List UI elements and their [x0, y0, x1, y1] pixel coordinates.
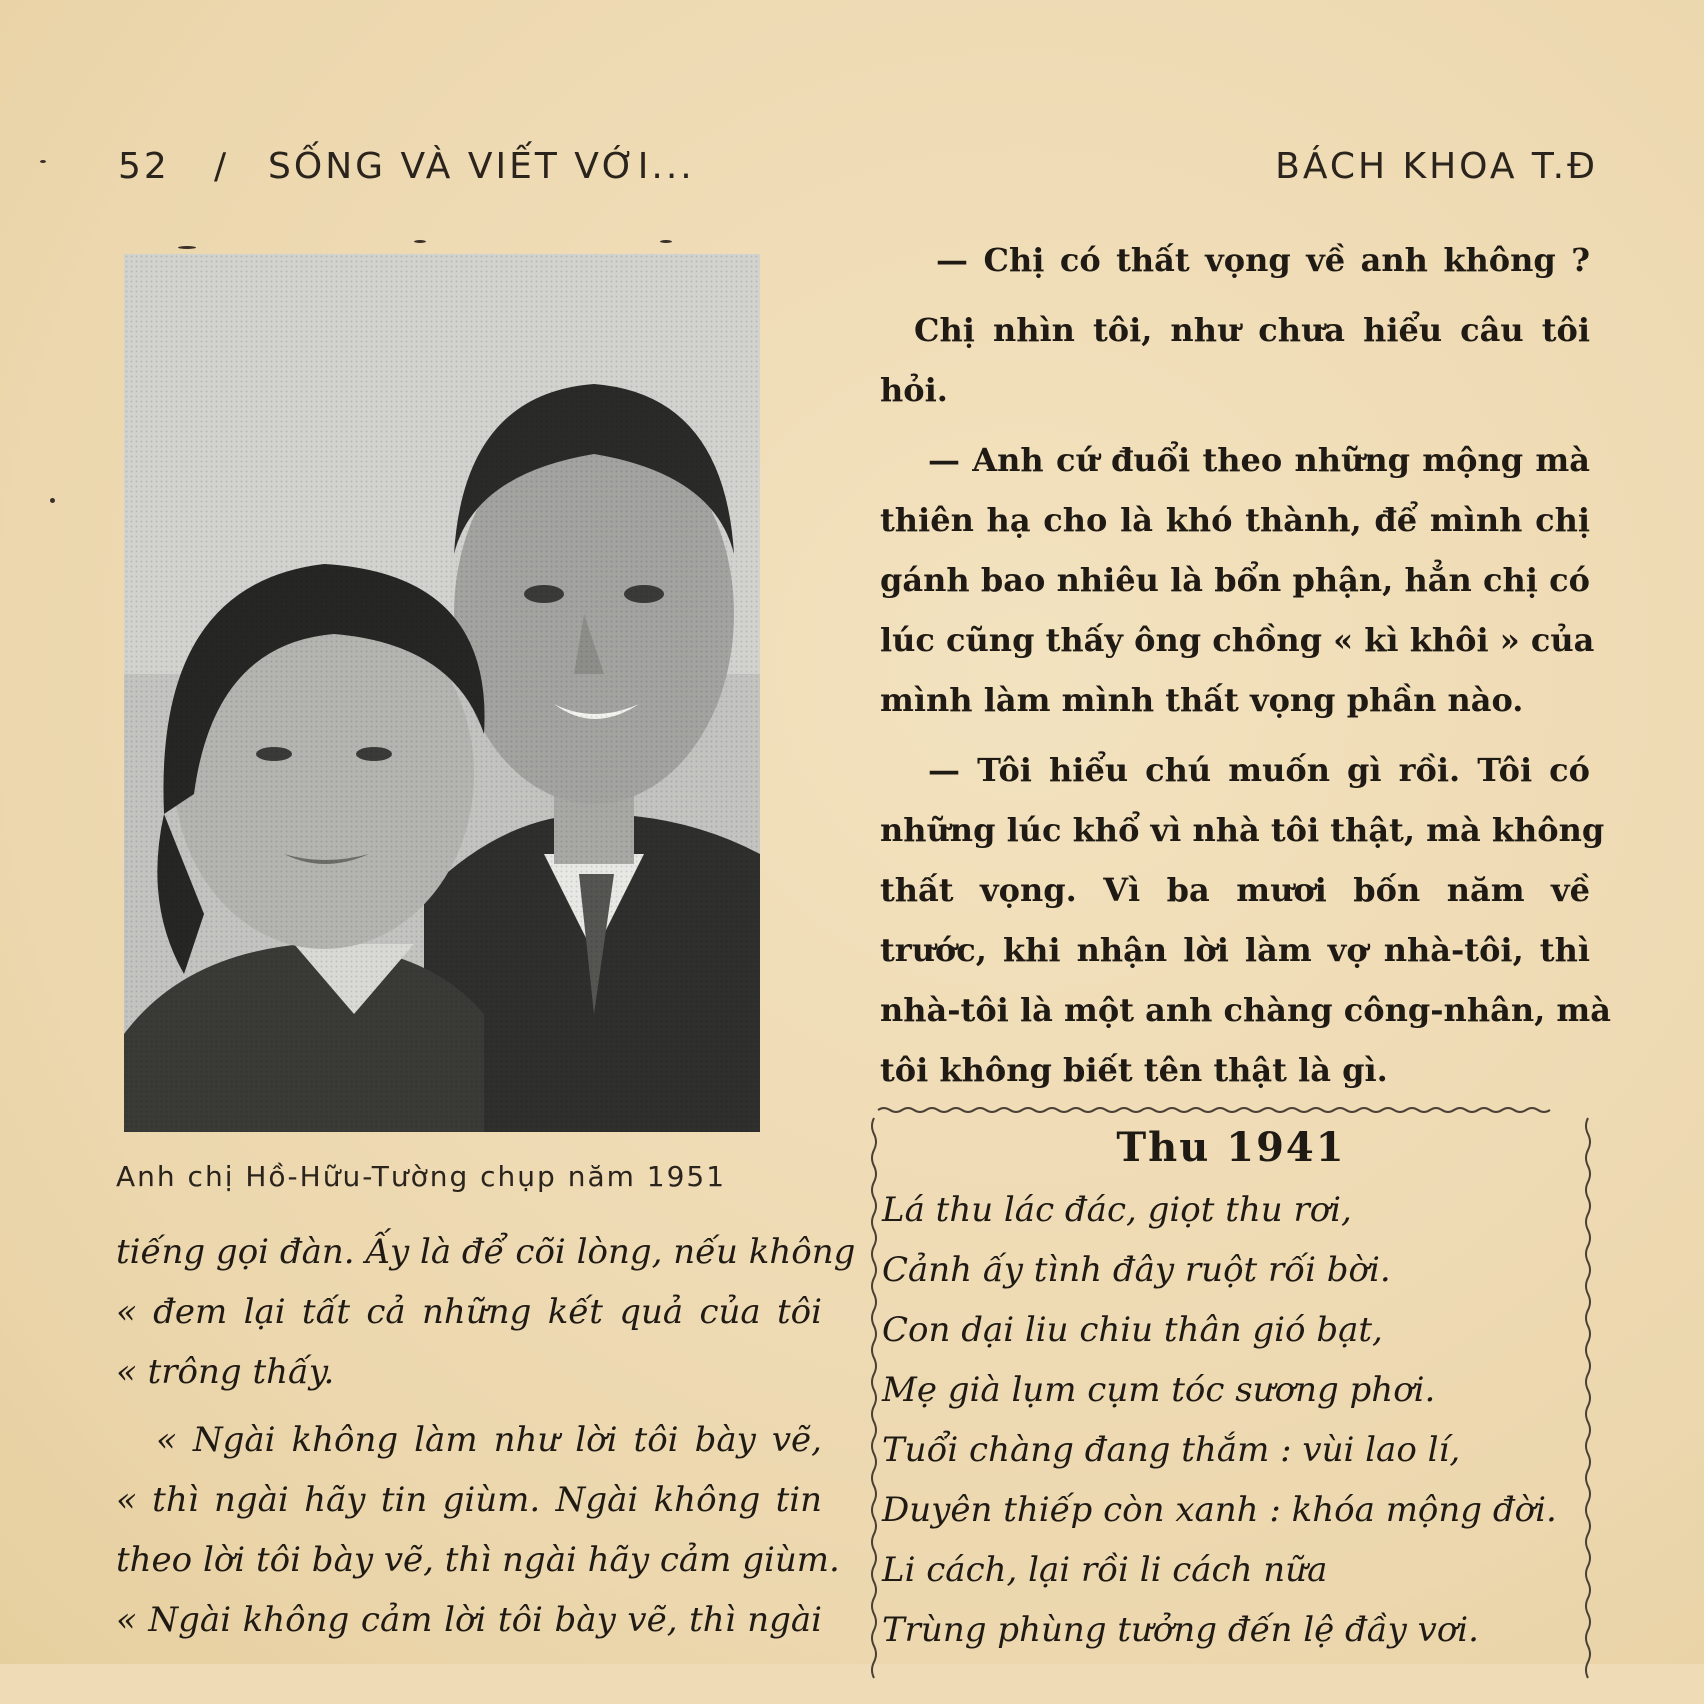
print-speck	[40, 160, 46, 163]
text-line: nhà-tôi là một anh chàng công-nhân, mà	[880, 991, 1611, 1029]
right-paragraph-4	[880, 740, 1611, 1100]
print-speck	[414, 240, 426, 243]
left-paragraph-2	[116, 1410, 822, 1470]
text-line: « thì ngài hãy tin giùm. Ngài không tin	[116, 1480, 822, 1520]
text-line: mình làm mình thất vọng phần nào.	[880, 681, 1524, 719]
poem-title: Thu 1941	[1116, 1124, 1346, 1171]
print-speck	[50, 498, 55, 503]
poem-line: Trùng phùng tưởng đến lệ đầy vơi.	[882, 1610, 1479, 1650]
couple-photo-illustration	[124, 254, 760, 1132]
text-line: lúc cũng thấy ông chồng « kì khôi » của	[880, 621, 1595, 659]
poem-line: Lá thu lác đác, giọt thu rơi,	[882, 1190, 1352, 1230]
text-line: gánh bao nhiêu là bổn phận, hẳn chị có	[880, 561, 1590, 599]
poem-line: Tuổi chàng đang thắm : vùi lao lí,	[882, 1430, 1461, 1470]
right-paragraph-3	[880, 430, 1595, 730]
header-separator: /	[214, 146, 230, 187]
poem-line: Mẹ già lụm cụm tóc sương phơi.	[882, 1370, 1436, 1410]
poem-line: Con dại liu chiu thân gió bạt,	[882, 1310, 1383, 1350]
left-column-text	[116, 1222, 856, 1650]
text-line: thất vọng. Vì ba mươi bốn năm về	[880, 871, 1590, 909]
text-line: theo lời tôi bày vẽ, thì ngài hãy cảm giùm.	[116, 1540, 840, 1580]
text-line: — Anh cứ đuổi theo những mộng mà	[928, 441, 1590, 479]
print-speck	[178, 246, 196, 249]
text-line: « trông thấy.	[116, 1352, 335, 1392]
text-line: hỏi.	[880, 371, 948, 409]
text-line: Chị nhìn tôi, như chưa hiểu câu tôi	[914, 311, 1590, 349]
text-line: « đem lại tất cả những kết quả của tôi	[116, 1292, 822, 1332]
running-title: SỐNG VÀ VIẾT VỚI...	[268, 146, 695, 187]
text-line: tiếng gọi đàn. Ấy là để cõi lòng, nếu không	[116, 1232, 856, 1272]
poem-box	[868, 1104, 1594, 1704]
text-line: trước, khi nhận lời làm vợ nhà-tôi, thì	[880, 931, 1590, 969]
text-line: — Tôi hiểu chú muốn gì rồi. Tôi có	[928, 751, 1590, 789]
text-line: — Chị có thất vọng về anh không ?	[936, 241, 1590, 279]
print-speck	[660, 240, 672, 243]
couple-photo	[124, 254, 760, 1132]
photo-caption: Anh chị Hồ-Hữu-Tường chụp năm 1951	[116, 1160, 727, 1193]
left-paragraph-2-cont	[116, 1470, 840, 1650]
text-line: « Ngài không làm như lời tôi bày vẽ,	[156, 1420, 822, 1460]
page-number: 52	[118, 146, 170, 187]
text-line: « Ngài không cảm lời tôi bày vẽ, thì ngài	[116, 1600, 822, 1640]
left-paragraph-1	[116, 1222, 856, 1402]
right-paragraph-1	[880, 230, 1590, 290]
running-header	[118, 140, 1598, 196]
text-line: thiên hạ cho là khó thành, để mình chị	[880, 501, 1590, 539]
poem-line: Li cách, lại rồi li cách nữa	[882, 1550, 1328, 1590]
right-column-text	[880, 230, 1611, 1100]
poem-line: Cảnh ấy tình đây ruột rối bời.	[882, 1250, 1391, 1290]
running-author: BÁCH KHOA T.Đ	[1275, 146, 1598, 187]
right-paragraph-2	[880, 300, 1590, 420]
poem-line: Duyên thiếp còn xanh : khóa mộng đời.	[882, 1490, 1557, 1530]
text-line: tôi không biết tên thật là gì.	[880, 1051, 1388, 1089]
text-line: những lúc khổ vì nhà tôi thật, mà không	[880, 811, 1605, 849]
poem-lines	[882, 1180, 1572, 1660]
